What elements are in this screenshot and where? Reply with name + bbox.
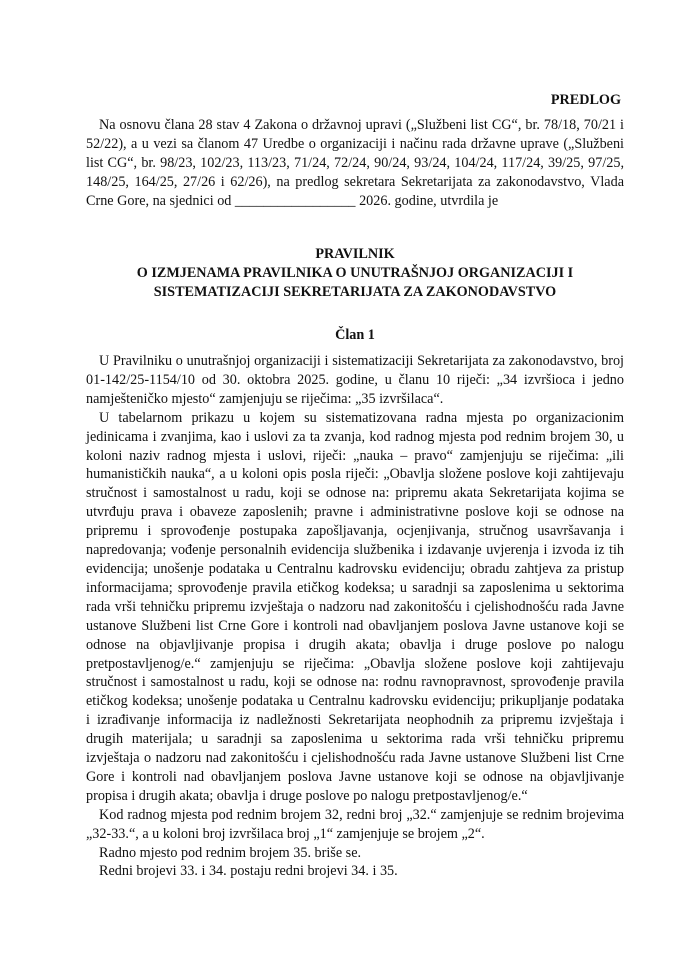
- article-paragraph-1: U Pravilniku o unutrašnjoj organizaciji i sistematizaciji Sekretarijata za zakonodavstvo, broj 01-142/25-1154/10 od 30. oktobra 2025. godine, u članu 10 riječi: „34 izvršioca i jedno namješteničko mjesto“ zamjenjuju se riječima: „35 izvršilaca“.: [86, 353, 624, 407]
- document-title: [86, 245, 624, 302]
- article-paragraph-3: Kod radnog mjesta pod rednim brojem 32, redni broj „32.“ zamjenjuje se rednim brojevima „32-33.“, a u koloni broj izvršilaca broj „1“ zamjenjuje se brojem „2“.: [86, 806, 624, 842]
- article-paragraph-2: U tabelarnom prikazu u kojem su sistematizovana radna mjesta po organizacionim jedinicama i zvanjima, kao i uslovi za ta zvanja, kod radnog mjesta pod rednim brojem 30, u koloni naziv radnog mjesta i uslovi, riječi: „nauka – pravo“ zamjenjuju se riječima: „ili humanističkih nauka“, a u koloni opis posla riječi: „Obavlja složene poslove koji zahtijevaju stručnost i samostalnost u radu, koji se odnose na: pripremu akata Sekretarijata kojima se utvrđuju prava i obaveze zaposlenih; pravne i administrativne poslove koji se odnose na pripremu i sprovođenje postupaka zapošljavanja, ocjenjivanja, stručnog usavršavanja i napredovanja; vođenje personalnih evidencija službenika i izdavanje uvjerenja i izvoda iz tih evidencija; unošenje podataka u Centralnu kadrovsku evidenciju; obradu zahtjeva za pristup informacijama; sprovođenje pravila etičkog kodeksa; u saradnji sa zaposlenima u sektorima rada vrši tehničku pripremu izvještaja o nadzoru nad zakonitošću i cjelishodnošću rada Javne ustanove Službeni list Crne Gore i kontroli nad obavljanjem poslova Javne ustanove koji se odnose na objavljivanje propisa i drugih akata; obavlja i druge poslove po nalogu pretpostavljenog/e.“ zamjenjuju se riječima: „Obavlja složene poslove koji zahtijevaju stručnost i samostalnost u radu, koji se odnose na: rodnu ravnopravnost, sprovođenje pravila etičkog kodeksa; unošenje podataka u Centralnu kadrovsku evidenciju; prikupljanje podataka i izrađivanje informacija iz nadležnosti Sekretarijata neophodnih za pripremu izvještaja i drugih materijala; u saradnji sa zaposlenima u sektorima rada vrši tehničku pripremu izvještaja o nadzoru nad zakonitošću i cjelishodnošću rada Javne ustanove Službeni list Crne Gore i kontroli nad obavljanjem poslova Javne ustanove koji se odnose na objavljivanje propisa i drugih akata; obavlja i druge poslove po nalogu pretpostavljenog/e.“: [86, 409, 624, 804]
- preamble-paragraph: Na osnovu člana 28 stav 4 Zakona o državnoj upravi („Službeni list CG“, br. 78/18, 70/21 i 52/22), a u vezi sa članom 47 Uredbe o organizaciji i načinu rada državne uprave („Službeni list CG“, br. 98/23, 102/23, 113/23, 71/24, 72/24, 90/24, 93/24, 104/24, 117/24, 39/25, 97/25, 148/25, 164/25, 27/26 i 62/26), na predlog sekretara Sekretarijata za zakonodavstvo, Vlada Crne Gore, na sjednici od _________________ 2026. godine, utvrdila je: [86, 117, 624, 209]
- predlog-label: PREDLOG: [550, 92, 621, 108]
- title-line-2: O IZMJENAMA PRAVILNIKA O UNUTRAŠNJOJ ORGANIZACIJI I: [136, 264, 574, 281]
- article-paragraph-4: Radno mjesto pod rednim brojem 35. briše se.: [99, 844, 362, 861]
- title-line-3: SISTEMATIZACIJI SEKRETARIJATA ZA ZAKONODAVSTVO: [153, 283, 557, 300]
- article-paragraph-5: Redni brojevi 33. i 34. postaju redni brojevi 34. i 35.: [99, 863, 398, 880]
- title-line-1: PRAVILNIK: [315, 246, 395, 262]
- article-body: [86, 352, 624, 881]
- article-heading: Član 1: [335, 327, 375, 343]
